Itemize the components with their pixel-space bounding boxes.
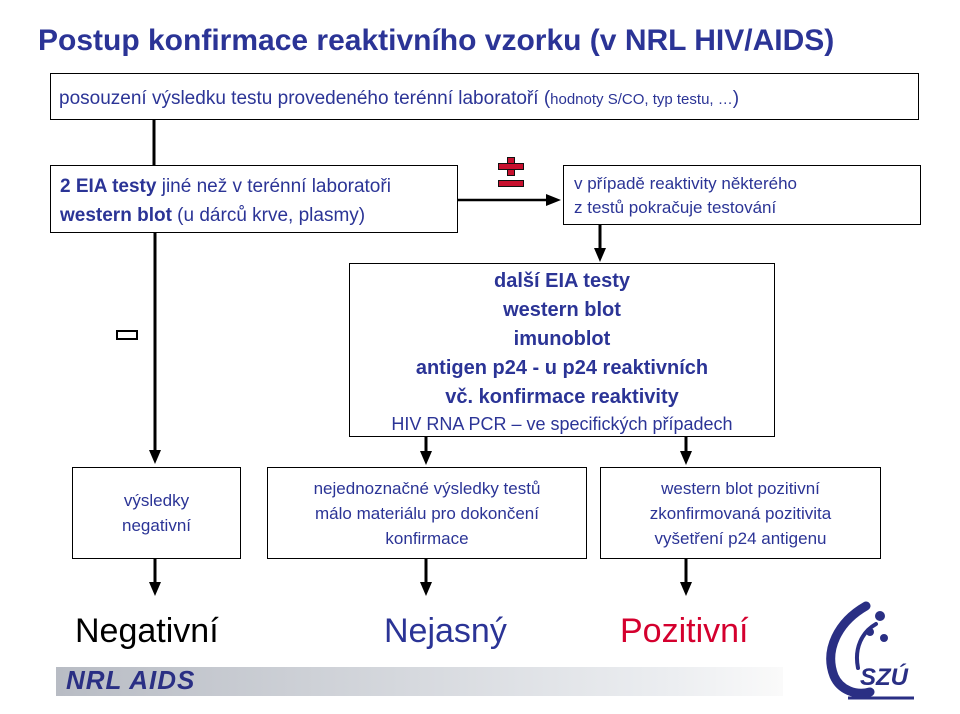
further-test-item: imunoblot: [513, 328, 611, 350]
negative-result-line: negativní: [122, 516, 191, 535]
unclear-result-line: konfirmace: [385, 529, 469, 548]
assessment-detail: hodnoty S/CO, typ testu, …: [550, 91, 733, 108]
plus-sign-label: [498, 157, 499, 158]
assessment-close: ): [732, 88, 740, 109]
western-blot-label: western blot: [60, 205, 172, 226]
assessment-text: posouzení výsledku testu provedeného terénní laboratoří (: [59, 88, 551, 109]
szu-logo-text: SZÚ: [860, 664, 908, 691]
minus-sign-label: [118, 332, 119, 333]
eia-tests-label: 2 EIA testy: [60, 176, 157, 197]
further-test-item: western blot: [503, 299, 621, 321]
minus-icon: [116, 330, 138, 340]
page-title: Postup konfirmace reaktivního vzorku (v NRL HIV/AIDS): [38, 24, 835, 57]
positive-results-box: [600, 467, 881, 559]
tests-box: [50, 165, 458, 233]
further-test-item: vč. konfirmace reaktivity: [445, 386, 679, 408]
outcome-negative: Negativní: [75, 612, 219, 650]
positive-result-line: zkonfirmovaná pozitivita: [649, 504, 832, 523]
negative-result-line: výsledky: [123, 491, 190, 510]
further-test-item: antigen p24 - u p24 reaktivních: [415, 357, 709, 379]
reactivity-box: [563, 165, 921, 225]
further-tests-box: [349, 263, 775, 437]
unclear-result-line: málo materiálu pro dokončení: [315, 504, 539, 523]
negative-results-box: [72, 467, 241, 559]
unclear-result-line: nejednoznačné výsledky testů: [313, 479, 541, 498]
unclear-results-box: [267, 467, 587, 559]
outcome-unclear: Nejasný: [384, 612, 507, 650]
western-blot-detail: (u dárců krve, plasmy): [171, 205, 366, 226]
plus-icon: [498, 157, 524, 188]
outcome-positive: Pozitivní: [620, 612, 749, 650]
positive-result-line: vyšetření p24 antigenu: [654, 529, 827, 548]
positive-result-line: western blot pozitivní: [661, 479, 820, 498]
further-test-item: další EIA testy: [494, 270, 630, 292]
nrl-aids-logo: NRL AIDS: [66, 665, 196, 695]
reactivity-line-1: v případě reaktivity některého: [574, 174, 798, 193]
reactivity-line-2: z testů pokračuje testování: [574, 198, 777, 217]
pcr-note: HIV RNA PCR – ve specifických případech: [391, 414, 733, 434]
szu-logo: [796, 598, 926, 704]
eia-tests-detail: jiné než v terénní laboratoři: [156, 176, 391, 197]
